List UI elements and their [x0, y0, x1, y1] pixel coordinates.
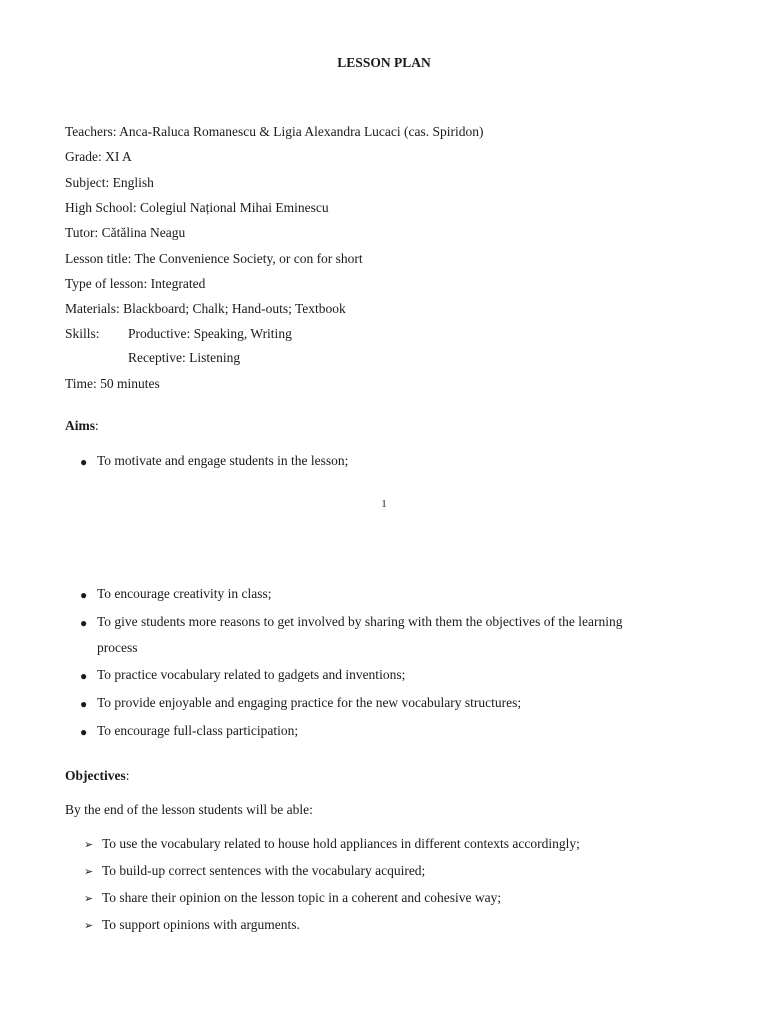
bullet-icon: ● — [80, 669, 88, 683]
aim-item: To give students more reasons to get involved by sharing with them the objectives of the learning — [97, 614, 623, 629]
aim-item: To provide enjoyable and engaging practice for the new vocabulary structures; — [97, 695, 522, 710]
aim-item: To practice vocabulary related to gadgets and inventions; — [97, 667, 406, 682]
aim-item: To encourage creativity in class; — [97, 586, 272, 601]
bullet-icon: ● — [80, 725, 88, 739]
lesson-title-line: Lesson title: The Convenience Society, or con for short — [65, 251, 363, 266]
bullet-icon: ● — [80, 616, 88, 630]
skills-receptive: Receptive: Listening — [128, 350, 241, 365]
arrow-bullet-icon: ➢ — [84, 866, 94, 878]
subject-line: Subject: English — [65, 175, 154, 190]
type-of-lesson-line: Type of lesson: Integrated — [65, 276, 206, 291]
time-line: Time: 50 minutes — [65, 376, 160, 391]
objective-item: To build-up correct sentences with the vocabulary acquired; — [102, 863, 426, 878]
grade-line: Grade: XI A — [65, 149, 132, 164]
arrow-bullet-icon: ➢ — [84, 893, 94, 905]
objective-item: To support opinions with arguments. — [102, 917, 300, 932]
tutor-line: Tutor: Cătălina Neagu — [65, 225, 186, 240]
bullet-icon: ● — [80, 455, 88, 469]
objectives-intro: By the end of the lesson students will be able: — [65, 802, 313, 817]
aim-item-continuation: process — [97, 640, 138, 655]
objectives-heading — [65, 768, 130, 784]
teachers-line: Teachers: Anca-Raluca Romanescu & Ligia Alexandra Lucaci (cas. Spiridon) — [65, 124, 484, 139]
page-number: 1 — [381, 498, 387, 510]
aims-heading-text: Aims — [65, 418, 95, 433]
materials-line: Materials: Blackboard; Chalk; Hand-outs; Textbook — [65, 301, 346, 316]
bullet-icon: ● — [80, 697, 88, 711]
arrow-bullet-icon: ➢ — [84, 839, 94, 851]
objectives-heading-colon: : — [125, 768, 130, 783]
skills-label: Skills: — [65, 326, 100, 341]
high-school-line: High School: Colegiul Național Mihai Eminescu — [65, 200, 329, 215]
document-title: LESSON PLAN — [337, 55, 431, 70]
objective-item: To use the vocabulary related to house hold appliances in different contexts accordingly; — [102, 836, 580, 851]
objective-item: To share their opinion on the lesson topic in a coherent and cohesive way; — [102, 890, 502, 905]
aims-heading-colon: : — [95, 418, 99, 433]
objectives-heading-text: Objectives — [65, 768, 126, 783]
aim-item: To encourage full-class participation; — [97, 723, 299, 738]
skills-productive: Productive: Speaking, Writing — [128, 326, 292, 341]
aims-heading — [65, 418, 99, 434]
arrow-bullet-icon: ➢ — [84, 920, 94, 932]
aim-item: To motivate and engage students in the lesson; — [97, 453, 349, 468]
bullet-icon: ● — [80, 588, 88, 602]
